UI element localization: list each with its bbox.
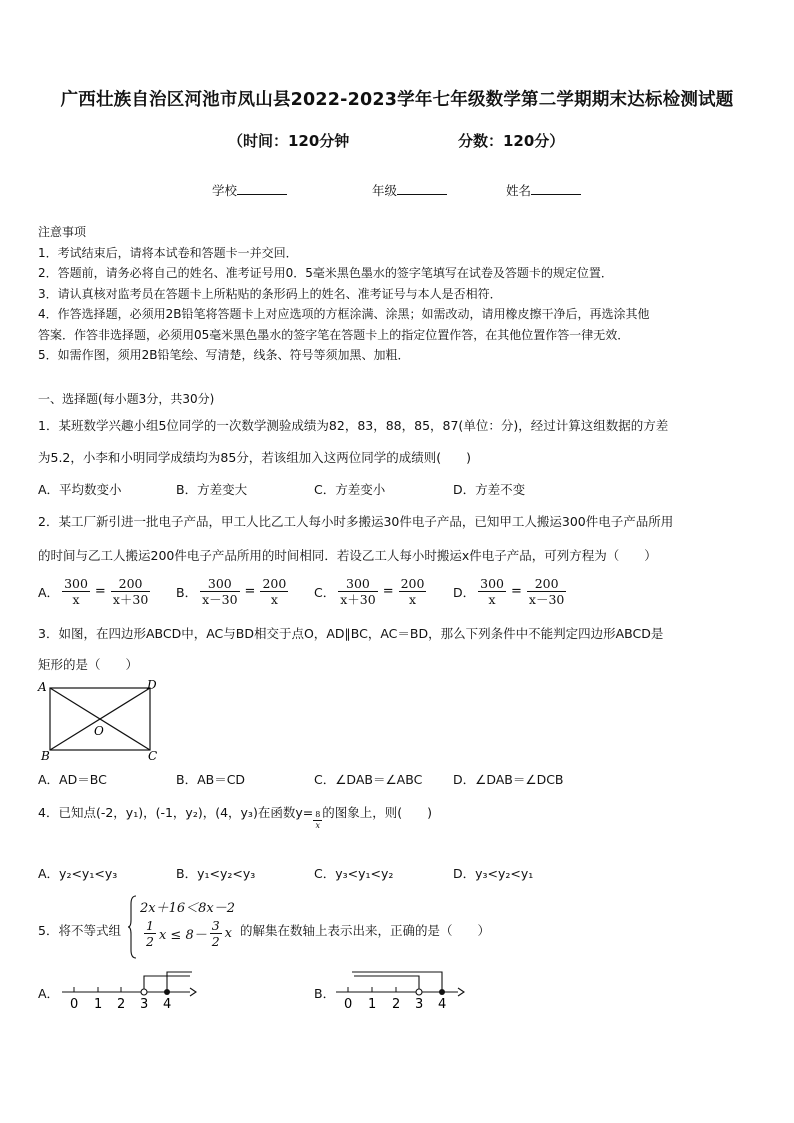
fraction: $\frac{300}{x}$ bbox=[64, 576, 88, 607]
q1-option-a[interactable]: A．平均数变小 bbox=[38, 482, 122, 497]
q4-option-d[interactable]: D．y₃<y₂<y₁ bbox=[453, 866, 534, 881]
section-heading: 一、选择题(每小题3分，共30分) bbox=[38, 392, 215, 406]
school-field bbox=[212, 181, 287, 199]
exam-time: （时间：120分钟 bbox=[228, 132, 350, 150]
q2-option-a[interactable] bbox=[38, 576, 150, 607]
q3-option-b[interactable]: B．AB＝CD bbox=[176, 772, 246, 787]
q4-text-after: 的图象上，则( ) bbox=[322, 805, 433, 820]
number-line-a[interactable] bbox=[60, 966, 200, 1010]
name-label: 姓名 bbox=[506, 183, 532, 198]
page-title: 广西壮族自治区河池市凤山县2022-2023学年七年级数学第二学期期末达标检测试题 bbox=[60, 90, 734, 110]
tick-label: 1 bbox=[94, 997, 103, 1012]
tick-label: 1 bbox=[368, 997, 377, 1012]
q5-option-b-label[interactable]: B． bbox=[314, 986, 336, 1001]
q3-option-c[interactable]: C．∠DAB＝∠ABC bbox=[314, 772, 423, 787]
note-item: 4．作答选择题，必须用2B铅笔将答题卡上对应选项的方框涂满、涂黑；如需改动，请用橡皮擦干净后，再选涂其他 bbox=[38, 307, 650, 321]
tick-label: 0 bbox=[70, 997, 79, 1012]
note-item: 5．如需作图，须用2B铅笔绘、写清楚，线条、符号等须加黑、加粗． bbox=[38, 348, 410, 362]
q3-line2: 矩形的是（ ） bbox=[38, 657, 139, 672]
school-blank[interactable] bbox=[237, 182, 287, 195]
note-item: 答案．作答非选择题，必须用05毫米黑色墨水的签字笔在答题卡上的指定位置作答，在其他位置作答一律无效． bbox=[38, 327, 630, 342]
exam-score: 分数：120分） bbox=[458, 132, 565, 150]
option-label: C． bbox=[314, 584, 336, 600]
option-label: B． bbox=[176, 584, 198, 600]
q2-option-b[interactable] bbox=[176, 576, 288, 607]
q4-stem bbox=[38, 803, 432, 831]
q5-prefix: 5．将不等式组 bbox=[38, 923, 121, 938]
tick-label: 2 bbox=[392, 997, 401, 1012]
notes-heading: 注意事项 bbox=[38, 225, 87, 239]
q2-option-c[interactable] bbox=[314, 576, 426, 607]
q1-line1: 1．某班数学兴趣小组5位同学的一次数学测验成绩为82，83，88，85，87(单位：分)，经过计算这组数据的方差 bbox=[38, 418, 669, 433]
inequality-1: 2x＋16＜8x－2 bbox=[140, 901, 236, 916]
school-label: 学校 bbox=[212, 183, 238, 198]
number-line-b[interactable] bbox=[334, 966, 474, 1010]
option-label: D． bbox=[453, 584, 476, 600]
equals-sign: = bbox=[244, 584, 256, 599]
equals-sign: = bbox=[511, 584, 522, 599]
tick-label: 2 bbox=[117, 997, 126, 1012]
fraction: $\frac{200}{x-30}$ bbox=[528, 576, 565, 607]
q5-suffix: 的解集在数轴上表示出来，正确的是（ ） bbox=[240, 923, 491, 938]
q5-option-a-label[interactable]: A． bbox=[38, 986, 60, 1001]
equals-sign: = bbox=[382, 584, 394, 599]
q4-text-before: 4．已知点(-2，y₁)，(-1，y₂)，(4，y₃)在函数y= bbox=[38, 805, 314, 820]
tick-label: 4 bbox=[438, 997, 447, 1012]
tick-label: 4 bbox=[163, 997, 172, 1012]
q1-line2: 为5.2，小李和小明同学成绩均为85分，若该组加入这两位同学的成绩则( ) bbox=[38, 450, 472, 465]
q3-line1: 3．如图，在四边形ABCD中，AC与BD相交于点O，AD∥BC，AC＝BD，那么下列条件中不能判定四边形ABCD是 bbox=[38, 626, 664, 641]
q4-option-c[interactable]: C．y₃<y₁<y₂ bbox=[314, 866, 394, 881]
option-label: A． bbox=[38, 584, 60, 600]
center-label-o: O bbox=[94, 724, 104, 738]
vertex-label-c: C bbox=[148, 749, 158, 763]
fraction: $\frac{300}{x}$ bbox=[480, 576, 504, 607]
q1-option-c[interactable]: C．方差变小 bbox=[314, 482, 386, 497]
tick-label: 3 bbox=[140, 997, 149, 1012]
fraction: $\frac{200}{x}$ bbox=[262, 576, 287, 607]
q4-option-a[interactable]: A．y₂<y₁<y₃ bbox=[38, 866, 118, 881]
note-item: 3．请认真核对监考员在答题卡上所粘贴的条形码上的姓名、准考证号与本人是否相符． bbox=[38, 286, 502, 301]
inequality-2: $\frac{1}{2}$ x ≤ 8－ $\frac{3}{2}$ x bbox=[146, 918, 233, 949]
fraction: $\frac{200}{x+30}$ bbox=[112, 576, 149, 607]
q2-option-d[interactable] bbox=[453, 576, 566, 607]
q3-option-d[interactable]: D．∠DAB＝∠DCB bbox=[453, 772, 564, 787]
q2-line2: 的时间与乙工人搬运200件电子产品所用的时间相同．若设乙工人每小时搬运x件电子产品，可列方程为（ ） bbox=[38, 548, 657, 563]
q2-line1: 2．某工厂新引进一批电子产品，甲工人比乙工人每小时多搬运30件电子产品，已知甲工人搬运300件电子产品所用 bbox=[38, 514, 674, 529]
grade-field bbox=[372, 181, 447, 199]
system-brace bbox=[128, 894, 138, 960]
tick-label: 0 bbox=[344, 997, 353, 1012]
equals-sign: = bbox=[94, 584, 106, 599]
grade-label: 年级 bbox=[372, 183, 398, 198]
fraction: $\frac{1}{2}$ bbox=[146, 918, 154, 949]
vertex-label-a: A bbox=[38, 680, 47, 694]
grade-blank[interactable] bbox=[397, 182, 447, 195]
vertex-label-d: D bbox=[147, 678, 157, 692]
rectangle-figure bbox=[36, 678, 166, 764]
fraction: $\frac{200}{x}$ bbox=[400, 576, 425, 607]
name-field bbox=[506, 181, 581, 199]
tick-label: 3 bbox=[415, 997, 424, 1012]
q1-option-b[interactable]: B．方差变大 bbox=[176, 482, 248, 497]
name-blank[interactable] bbox=[531, 182, 581, 195]
note-item: 1．考试结束后，请将本试卷和答题卡一并交回． bbox=[38, 245, 298, 260]
vertex-label-b: B bbox=[41, 749, 50, 763]
q1-option-d[interactable]: D．方差不变 bbox=[453, 482, 526, 497]
q3-option-a[interactable]: A．AD＝BC bbox=[38, 772, 107, 787]
notes-block bbox=[38, 222, 650, 366]
fraction: $\frac{300}{x-30}$ bbox=[202, 576, 238, 607]
fraction: $\frac{3}{2}$ bbox=[211, 918, 220, 949]
note-item: 2．答题前，请务必将自己的姓名、准考证号用0．5毫米黑色墨水的签字笔填写在试卷及答题卡的规定位置． bbox=[38, 266, 613, 280]
q4-fraction: $\frac{8}{x}$ bbox=[315, 810, 321, 830]
q4-option-b[interactable]: B．y₁<y₂<y₃ bbox=[176, 866, 256, 881]
fraction: $\frac{300}{x+30}$ bbox=[340, 576, 376, 607]
